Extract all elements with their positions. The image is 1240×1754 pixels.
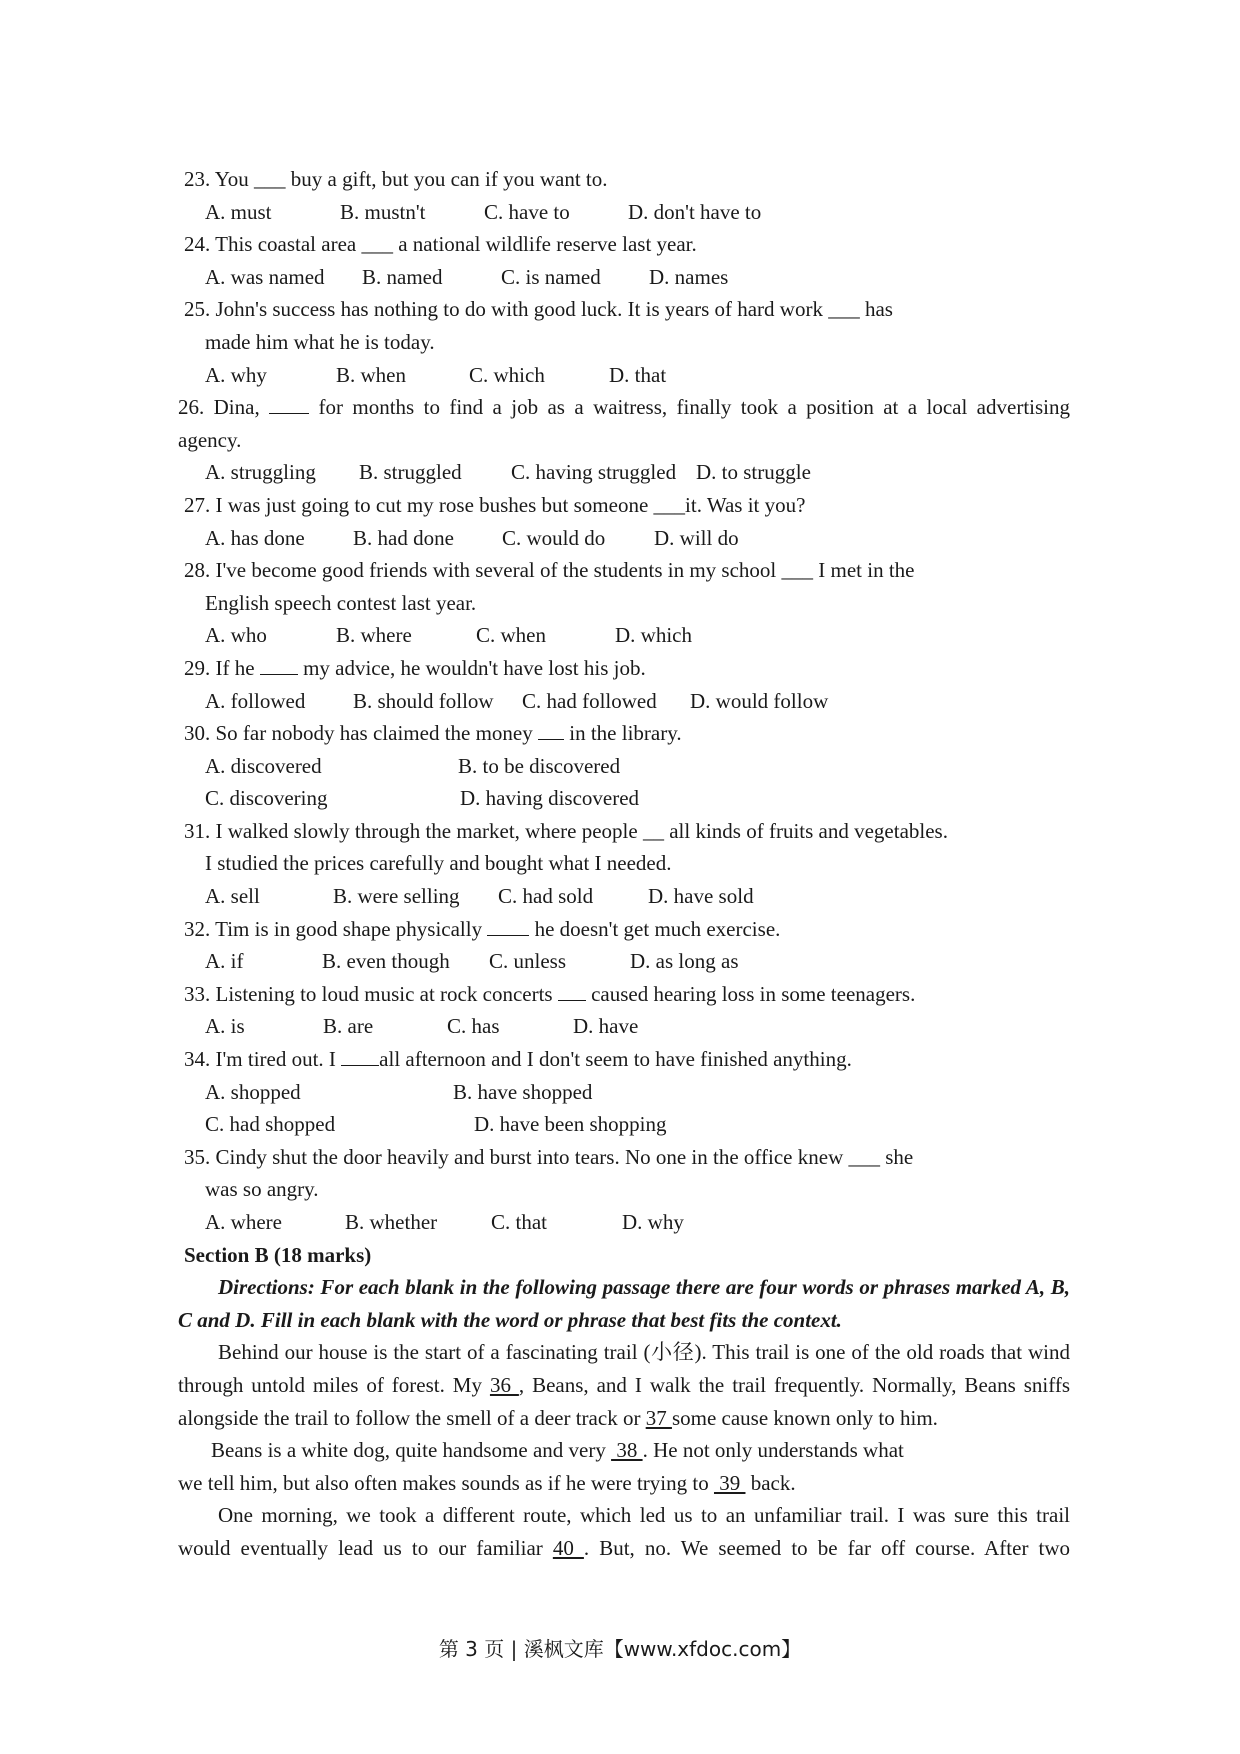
option-d: D. will do bbox=[654, 525, 739, 550]
question-33 bbox=[178, 978, 1070, 1011]
option-b: B. had done bbox=[353, 525, 454, 550]
question-stem: for months to find a job as a waitress, finally took a position at a local advertising bbox=[309, 395, 1070, 420]
question-stem: caused hearing loss in some teenagers. bbox=[585, 981, 916, 1006]
question-stem: she bbox=[879, 1144, 914, 1169]
question-stem: 30. So far nobody has claimed the money bbox=[184, 721, 539, 746]
options-30-cd bbox=[178, 782, 1070, 815]
question-stem: 25. John's success has nothing to do with good luck. It is years of hard work bbox=[184, 297, 829, 322]
question-24 bbox=[178, 228, 1070, 261]
option-a: A. has done bbox=[205, 525, 305, 550]
question-stem: 35. Cindy shut the door heavily and burst into tears. No one in the office knew bbox=[184, 1144, 849, 1169]
option-c: C. is named bbox=[501, 264, 601, 289]
blank-38: 38 bbox=[611, 1438, 643, 1463]
option-d: D. as long as bbox=[630, 949, 739, 974]
passage-text: One morning, we took a different route, which led us to an unfamiliar trail. I was sure this trail would eventually lead us to our familiar bbox=[178, 1503, 1070, 1560]
option-a: A. who bbox=[205, 623, 267, 648]
option-d: D. to struggle bbox=[696, 460, 811, 485]
answer-blank bbox=[269, 393, 309, 414]
blank-40: 40 bbox=[552, 1535, 584, 1560]
question-stem: 27. I was just going to cut my rose bushes but someone bbox=[184, 492, 654, 517]
question-stem: a national wildlife reserve last year. bbox=[392, 232, 697, 257]
section-b-title: Section B (18 marks) bbox=[184, 1242, 372, 1267]
passage-paragraph-2-line1 bbox=[178, 1434, 1070, 1467]
options-23 bbox=[178, 196, 1070, 229]
options-30-ab bbox=[178, 750, 1070, 783]
question-28 bbox=[178, 554, 1070, 587]
question-stem: 29. If he bbox=[184, 655, 260, 680]
options-24 bbox=[178, 261, 1070, 294]
question-stem: 23. You bbox=[184, 167, 255, 191]
question-stem: 33. Listening to loud music at rock concerts bbox=[184, 981, 558, 1006]
option-a: A. sell bbox=[205, 884, 260, 909]
option-a: A. must bbox=[205, 199, 272, 224]
question-35-cont: was so angry. bbox=[205, 1177, 319, 1202]
option-d: D. why bbox=[622, 1210, 684, 1234]
question-stem: it. Was it you? bbox=[685, 492, 806, 517]
option-c: C. had shopped bbox=[205, 1112, 336, 1137]
option-c: C. discovering bbox=[205, 786, 328, 811]
options-32 bbox=[178, 945, 1070, 978]
question-35 bbox=[178, 1141, 1070, 1174]
answer-blank: ___ bbox=[781, 558, 813, 583]
question-stem: 34. I'm tired out. I bbox=[184, 1047, 342, 1072]
option-a: A. is bbox=[205, 1014, 245, 1039]
option-d: D. names bbox=[649, 264, 729, 289]
question-stem: all afternoon and I don't seem to have finished anything. bbox=[379, 1047, 852, 1072]
option-a: A. struggling bbox=[205, 460, 316, 485]
option-c: C. had sold bbox=[498, 884, 594, 909]
option-d: D. would follow bbox=[690, 688, 829, 713]
option-b: B. where bbox=[336, 623, 412, 648]
answer-blank: ___ bbox=[254, 167, 286, 191]
option-c: C. has bbox=[447, 1014, 500, 1039]
passage-paragraph-1 bbox=[178, 1336, 1070, 1434]
question-stem: buy a gift, but you can if you want to. bbox=[285, 167, 608, 191]
option-b: B. have shopped bbox=[453, 1079, 593, 1104]
question-26-cont: agency. bbox=[178, 427, 242, 452]
passage-paragraph-2-line2 bbox=[178, 1467, 1070, 1500]
options-26 bbox=[178, 456, 1070, 489]
option-c: C. having struggled bbox=[511, 460, 677, 485]
options-27 bbox=[178, 522, 1070, 555]
options-33 bbox=[178, 1010, 1070, 1043]
answer-blank bbox=[260, 654, 298, 675]
option-d: D. don't have to bbox=[628, 199, 762, 224]
option-c: C. when bbox=[476, 623, 546, 648]
option-a: A. followed bbox=[205, 688, 306, 713]
answer-blank: __ bbox=[642, 818, 664, 843]
option-d: D. which bbox=[615, 623, 692, 648]
passage-text: Beans is a white dog, quite handsome and very bbox=[211, 1438, 612, 1463]
question-stem: has bbox=[859, 297, 893, 322]
answer-blank: ___ bbox=[361, 232, 393, 257]
question-34 bbox=[178, 1043, 1070, 1076]
question-25-cont: made him what he is today. bbox=[205, 329, 435, 354]
question-stem: I met in the bbox=[813, 558, 915, 583]
passage-paragraph-3 bbox=[178, 1499, 1070, 1564]
option-d: D. have sold bbox=[648, 884, 754, 909]
option-b: B. mustn't bbox=[340, 199, 426, 224]
answer-blank bbox=[538, 719, 564, 740]
options-29 bbox=[178, 685, 1070, 718]
options-31 bbox=[178, 880, 1070, 913]
option-a: A. if bbox=[205, 949, 244, 974]
question-stem: 24. This coastal area bbox=[184, 232, 362, 257]
option-c: C. that bbox=[491, 1210, 547, 1234]
options-34-ab bbox=[178, 1076, 1070, 1109]
option-b: B. were selling bbox=[333, 884, 460, 909]
question-stem: 28. I've become good friends with several of the students in my school bbox=[184, 558, 782, 583]
passage-text: . He not only understands what bbox=[642, 1438, 904, 1463]
option-b: B. are bbox=[323, 1014, 374, 1039]
answer-blank: ___ bbox=[828, 297, 860, 322]
page-footer: 第 3 页 | 溪枫文库【www.xfdoc.com】 bbox=[438, 1637, 802, 1661]
answer-blank bbox=[487, 915, 529, 936]
question-31 bbox=[178, 815, 1070, 848]
question-stem: 26. Dina, bbox=[178, 395, 270, 420]
option-b: B. should follow bbox=[353, 688, 494, 713]
options-34-cd bbox=[178, 1108, 1070, 1141]
option-c: C. have to bbox=[484, 199, 570, 224]
blank-39: 39 bbox=[713, 1470, 746, 1495]
option-b: B. when bbox=[336, 362, 406, 387]
option-b: B. whether bbox=[345, 1210, 438, 1234]
option-d: D. that bbox=[609, 362, 667, 387]
option-d: D. having discovered bbox=[460, 786, 640, 811]
question-31-cont: I studied the prices carefully and bought what I needed. bbox=[205, 851, 672, 876]
option-c: C. had followed bbox=[522, 688, 657, 713]
option-b: B. struggled bbox=[359, 460, 462, 485]
passage-text: back. bbox=[745, 1470, 796, 1495]
question-28-cont: English speech contest last year. bbox=[205, 590, 477, 615]
question-stem: he doesn't get much exercise. bbox=[529, 916, 781, 941]
question-stem: my advice, he wouldn't have lost his job. bbox=[297, 655, 646, 680]
passage-text: we tell him, but also often makes sounds as if he were trying to bbox=[178, 1470, 714, 1495]
question-32 bbox=[178, 913, 1070, 946]
question-30 bbox=[178, 717, 1070, 750]
section-b-directions: Directions: For each blank in the following passage there are four words or phrases marked A, B, C and D. Fill in each blank with the word or phrase that best fits the context. bbox=[178, 1275, 1070, 1332]
exam-page bbox=[178, 163, 1070, 1565]
question-stem: 32. Tim is in good shape physically bbox=[184, 916, 488, 941]
passage-text: some cause known only to him. bbox=[671, 1405, 938, 1430]
option-b: B. to be discovered bbox=[458, 753, 621, 778]
passage-text: , Beans, and I walk the trail frequently. Normally, Beans sniffs alongside the trail to follow the smell of a deer track or bbox=[178, 1372, 1070, 1430]
answer-blank bbox=[558, 980, 586, 1001]
question-23 bbox=[178, 163, 1070, 196]
answer-blank bbox=[341, 1045, 379, 1066]
option-a: A. discovered bbox=[205, 753, 322, 778]
option-d: D. have bbox=[573, 1014, 639, 1039]
question-27 bbox=[178, 489, 1070, 522]
question-29 bbox=[178, 652, 1070, 685]
question-25 bbox=[178, 293, 1070, 326]
options-25 bbox=[178, 359, 1070, 392]
option-a: A. why bbox=[205, 362, 267, 387]
option-d: D. have been shopping bbox=[474, 1112, 667, 1137]
question-stem: all kinds of fruits and vegetables. bbox=[663, 818, 948, 843]
passage-text: Behind our house is the start of a fascinating trail (小径). This trail is one of the old roads that wind through untold miles of forest. My bbox=[178, 1340, 1070, 1397]
question-stem: in the library. bbox=[564, 721, 682, 746]
option-a: A. was named bbox=[205, 264, 325, 289]
question-stem: 31. I walked slowly through the market, where people bbox=[184, 818, 643, 843]
option-c: C. would do bbox=[502, 525, 606, 550]
option-b: B. even though bbox=[322, 949, 450, 974]
blank-37: 37 bbox=[645, 1405, 672, 1430]
question-26 bbox=[178, 391, 1070, 424]
option-b: B. named bbox=[362, 264, 443, 289]
options-35 bbox=[178, 1206, 1070, 1239]
blank-36: 36 bbox=[489, 1372, 519, 1397]
options-28 bbox=[178, 619, 1070, 652]
option-c: C. which bbox=[469, 362, 545, 387]
answer-blank: ___ bbox=[653, 492, 686, 517]
option-c: C. unless bbox=[489, 949, 567, 974]
passage-text: . But, no. We seemed to be far off course. After two bbox=[583, 1535, 1070, 1560]
option-a: A. shopped bbox=[205, 1079, 301, 1104]
answer-blank: ___ bbox=[848, 1144, 880, 1169]
option-a: A. where bbox=[205, 1210, 282, 1234]
